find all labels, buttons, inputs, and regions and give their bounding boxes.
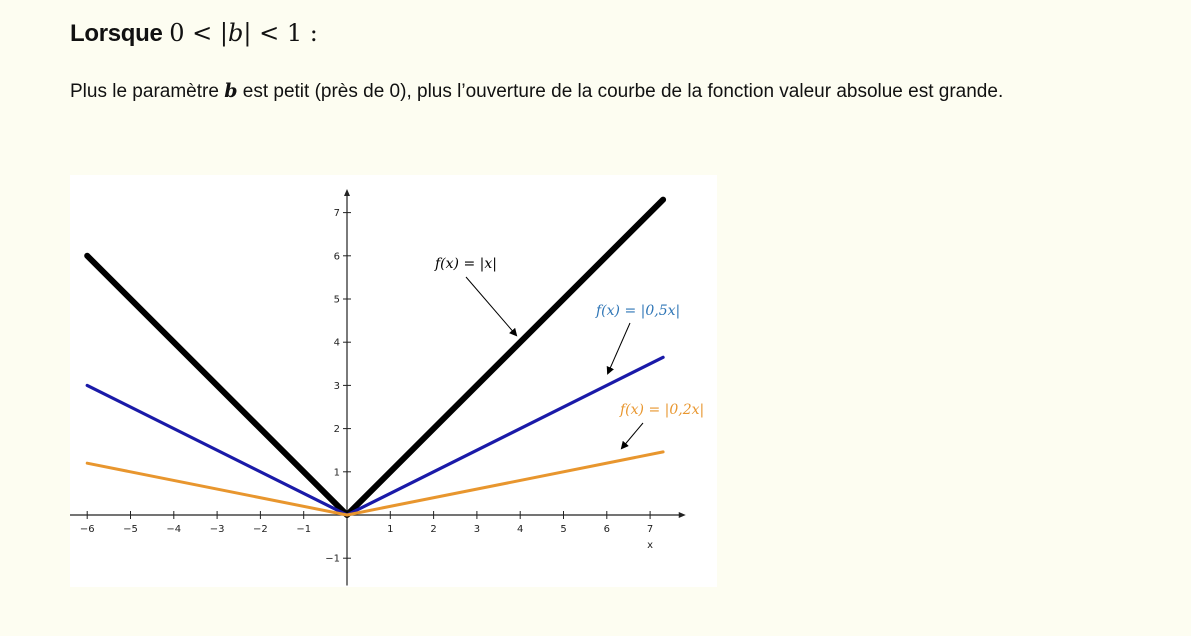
- x-tick-label: 5: [560, 524, 567, 535]
- annotation-arrow-abs-fifth-x: [622, 423, 643, 448]
- annotation-layer: [434, 256, 704, 448]
- annotation-label-abs-half-x: f(x) = |0,5x|: [596, 303, 681, 319]
- y-tick-label: 6: [333, 251, 340, 263]
- x-tick-label: −2: [253, 524, 268, 535]
- annotation-label-abs-fifth-x: f(x) = |0,2x|: [620, 402, 705, 418]
- annotation-label-abs-x: f(x) = |x|: [435, 256, 497, 272]
- paragraph-part1: Plus le paramètre: [70, 81, 219, 102]
- x-tick-label: −5: [123, 524, 138, 535]
- annotation-arrow-abs-x: [466, 277, 516, 335]
- heading-math-var: b: [227, 19, 244, 47]
- x-tick-label: −1: [296, 524, 312, 535]
- absolute-value-chart: [70, 175, 717, 587]
- x-tick-label: −3: [209, 524, 225, 535]
- y-tick-label: 7: [333, 208, 340, 220]
- x-tick-label: −4: [166, 524, 182, 535]
- heading-condition: [169, 19, 318, 47]
- heading-math-prefix: 0 < |: [169, 19, 228, 47]
- paragraph-var: b: [224, 80, 238, 102]
- y-tick-label: 4: [333, 337, 340, 349]
- y-tick-label: −1: [325, 553, 340, 565]
- chart-svg: [70, 175, 717, 587]
- y-tick-label: 1: [333, 467, 340, 479]
- series-line-abs-half-x: [87, 357, 663, 515]
- x-axis-arrow: [679, 512, 686, 518]
- section-heading: [70, 16, 318, 51]
- annotation-arrow-abs-half-x: [608, 323, 630, 373]
- y-axis-arrow: [344, 189, 350, 196]
- series-layer: [87, 200, 663, 515]
- x-axis-label: x: [647, 540, 654, 551]
- x-tick-label: 1: [387, 524, 394, 535]
- explanation-paragraph: [70, 78, 1003, 105]
- x-tick-label: −6: [79, 524, 95, 535]
- heading-math-suffix: | < 1 :: [243, 19, 318, 47]
- x-tick-label: 7: [646, 524, 654, 535]
- y-tick-label: 3: [333, 380, 340, 392]
- x-tick-label: 6: [603, 524, 610, 535]
- axes-layer: [70, 189, 686, 585]
- heading-bold-text: Lorsque: [70, 20, 163, 47]
- y-tick-label: 5: [333, 294, 340, 306]
- paragraph-part2: est petit (près de 0), plus l’ouverture de la courbe de la fonction valeur absolue est grande.: [242, 81, 1004, 102]
- x-tick-label: 2: [430, 524, 437, 535]
- y-tick-label: 2: [333, 424, 340, 436]
- x-tick-label: 4: [517, 524, 524, 535]
- x-tick-label: 3: [473, 524, 481, 535]
